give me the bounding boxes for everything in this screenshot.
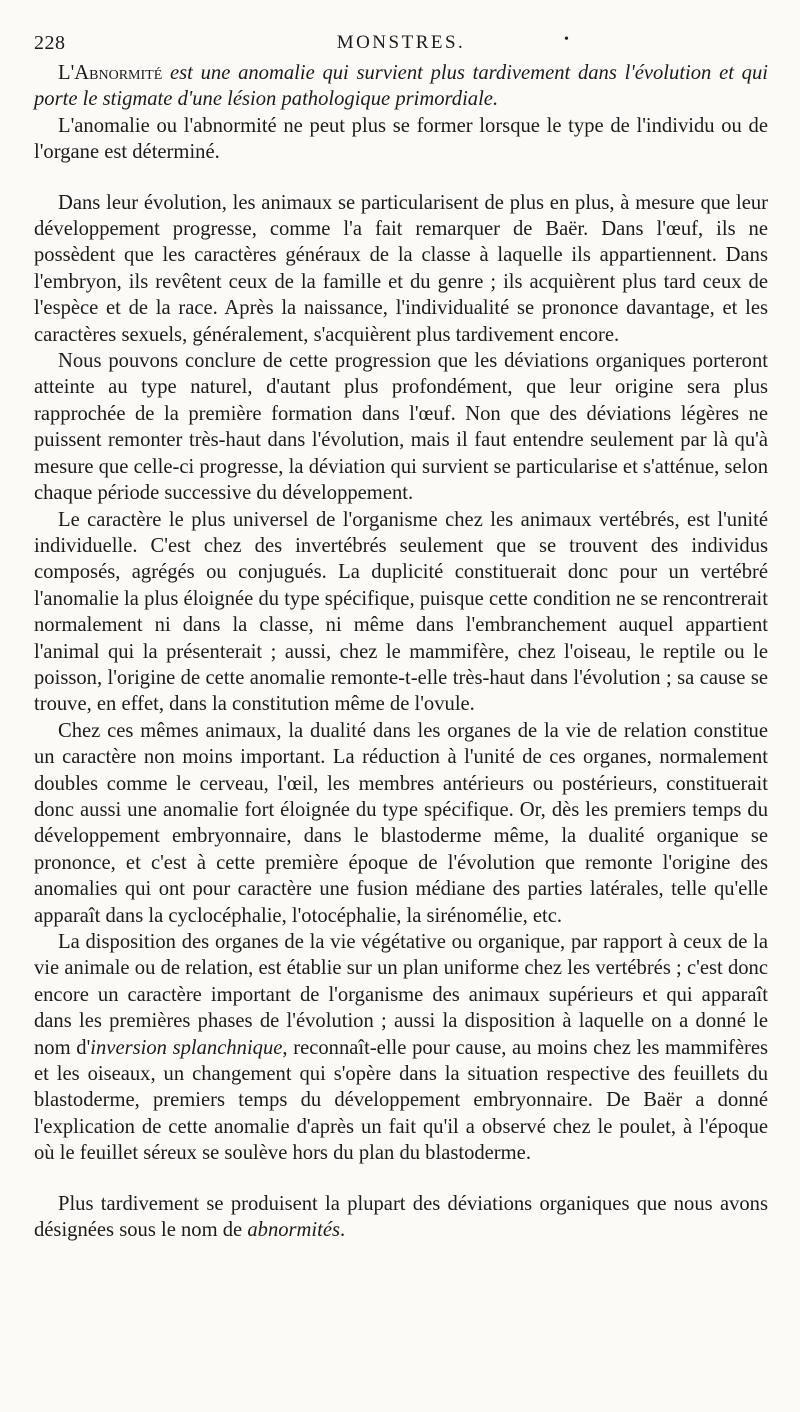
body-text xyxy=(34,60,768,1243)
paragraph: Dans leur évolution, les animaux se particularisent de plus en plus, à mesure que leur développement progresse, comme l'a fait remarquer de Baër. Dans l'œuf, ils ne possèdent que les caractères généraux de la classe à laquelle ils appartiennent. Dans l'embryon, ils revêtent ceux de la famille et du genre ; ils acquièrent plus tard ceux de l'espèce et de la race. Après la naissance, l'individualité se prononce davantage, et les caractères sexuels, généralement, s'acquièrent plus tardivement encore. xyxy=(34,191,768,346)
running-title: MONSTRES. xyxy=(336,32,466,53)
defined-term: L'Abnormité xyxy=(58,62,163,84)
paragraph-abnormite-definition xyxy=(34,60,768,113)
definition-italic: est une anomalie qui survient plus tardivement dans l'évolution et qui porte le stigmate d'une lésion pathologique primordiale. xyxy=(34,62,768,111)
paragraph: Le caractère le plus universel de l'organisme chez les animaux vertébrés, est l'unité individuelle. C'est chez des invertébrés seulement que se trouvent des individus composés, agrégés ou conjugués. La duplicité constituerait donc pour un vertébré l'anomalie la plus éloignée du type spécifique, puisque cette condition ne se rencontrerait normalement ni dans la classe, ni même dans l'embranchement auquel appartient l'animal qui la présenterait ; aussi, chez le mammifère, chez l'oiseau, le reptile ou le poisson, l'origine de cette anomalie remonte-t-elle très-haut dans l'évolution ; sa cause se trouve, en effet, dans la constitution même de l'ovule. xyxy=(34,508,768,716)
italic-term: abnormités xyxy=(247,1219,341,1242)
page-header xyxy=(34,26,768,60)
header-mark: • xyxy=(564,32,569,47)
paragraph: Nous pouvons conclure de cette progression que les déviations organiques porteront atteinte au type naturel, d'autant plus profondément, que leur origine sera plus rapprochée de la première formation dans l'œuf. Non que des déviations légères ne puissent remonter très-haut dans l'évolution, mais il faut entendre seulement par là qu'à mesure que celle-ci progresse, la déviation qui survient se particularise et s'atténue, selon chaque période successive du développement. xyxy=(34,350,768,505)
text-run: , reconnaît-elle pour cause, au moins chez les mammifères et les oiseaux, un changement qui s'opère dans la situation respective des feuillets du blastoderme, premiers temps du développement embryonnaire. De Baër a donné l'explication de cette anomalie d'après un fait qu'il a observé chez le poulet, à l'époque où le feuillet séreux se soulève hors du plan du blastoderme. xyxy=(34,1036,768,1165)
text-run: La disposition des organes de la vie végétative ou organique, par rapport à ceux de la vie animale ou de relation, est établie sur un plan uniforme chez les vertébrés ; c'est donc encore un caractère important de l'organisme des animaux supérieurs et qui apparaît dans les premières phases de l'évolution ; aussi la disposition à laquelle on a donné le nom d' xyxy=(34,931,768,1059)
paragraph-abnormites xyxy=(34,1191,768,1244)
italic-term: inversion splanchnique xyxy=(90,1036,283,1059)
paragraph: L'anomalie ou l'abnormité ne peut plus se former lorsque le type de l'individu ou de l'organe est déterminé. xyxy=(34,114,768,164)
text-run: . xyxy=(340,1219,346,1242)
paragraph: Chez ces mêmes animaux, la dualité dans les organes de la vie de relation constitue un caractère non moins important. La réduction à l'unité de ces organes, normalement doubles comme le cerveau, l'œil, les membres antérieurs ou postérieurs, constituerait donc aussi une anomalie fort éloignée du type spécifique. Or, dès les premiers temps du développement embryonnaire, dans le blastoderme même, la dualité organique se prononce, et c'est à cette première époque de l'évolution que remonte l'origine des anomalies qui ont pour caractère une fusion médiane des parties latérales, telle qu'elle apparaît dans la cyclocéphalie, l'otocéphalie, la sirénomélie, etc. xyxy=(34,719,768,927)
text-run: Plus tardivement se produisent la plupart des déviations organiques que nous avons désignées sous le nom de xyxy=(34,1192,768,1242)
paragraph-inversion-splanchnique xyxy=(34,929,768,1167)
page-number: 228 xyxy=(34,32,66,54)
